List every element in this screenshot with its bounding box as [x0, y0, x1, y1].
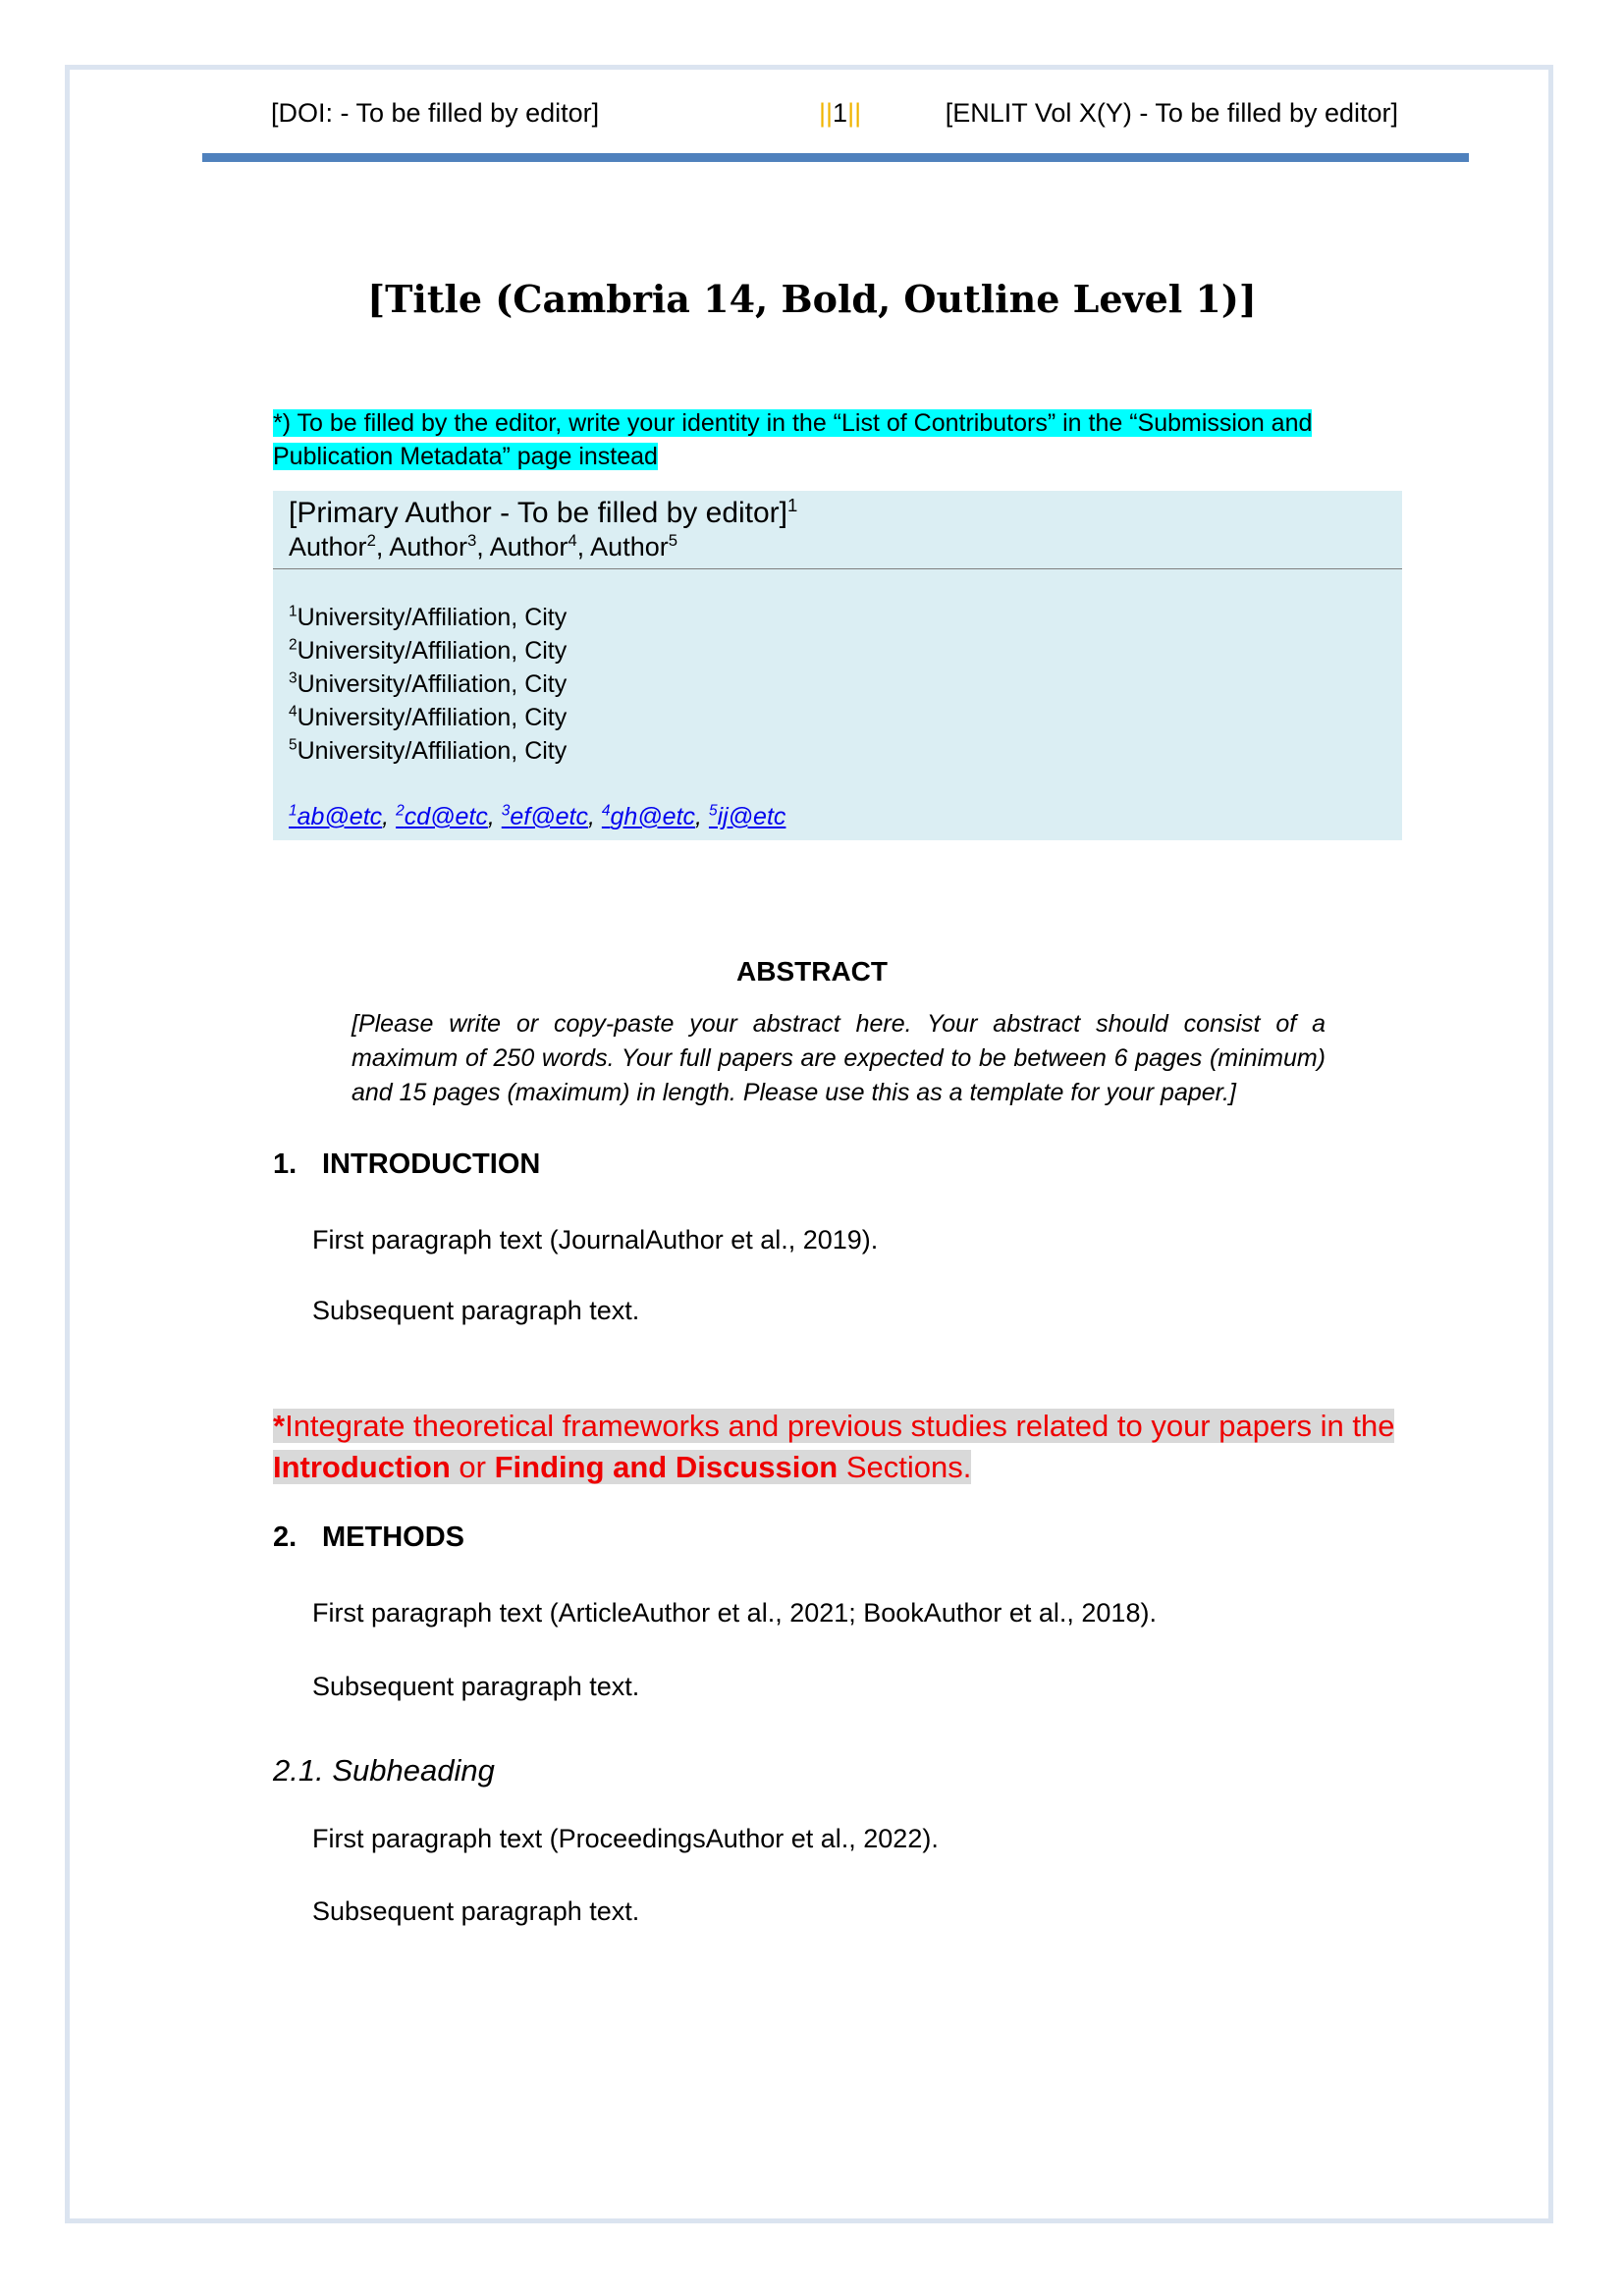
page-bar-right: || — [847, 98, 862, 128]
section-number: 1. — [273, 1148, 298, 1180]
email-link[interactable] — [709, 803, 785, 830]
notice-text: or — [450, 1450, 495, 1484]
primary-author — [289, 497, 797, 530]
paragraph: First paragraph text (JournalAuthor et al., 2019). — [312, 1225, 879, 1255]
section-title: INTRODUCTION — [322, 1148, 541, 1180]
paragraph: Subsequent paragraph text. — [312, 1296, 640, 1325]
abstract-text: [Please write or copy-paste your abstract here. Your abstract should consist of a maximum of 250 words. Your full papers are expected to be between 6 pages (minimum) and 15 pages (maximum) in length. Please use this as a template for your paper.] — [352, 1010, 1326, 1106]
author-divider — [273, 568, 1402, 569]
email-text: ef@etc — [510, 803, 588, 830]
affiliation-item — [289, 634, 567, 667]
email-sup: 4 — [601, 802, 611, 820]
header-rule — [202, 153, 1469, 162]
affiliation-text: University/Affiliation, City — [297, 604, 568, 631]
author-name: Author — [489, 532, 568, 561]
paragraph: Subsequent paragraph text. — [312, 1896, 640, 1926]
affiliation-item — [289, 601, 567, 634]
abstract-heading: ABSTRACT — [736, 956, 888, 987]
affiliation-sup: 2 — [289, 636, 298, 654]
author-name: Author — [389, 532, 467, 561]
page-border — [65, 65, 1553, 2223]
email-link[interactable] — [602, 803, 695, 830]
editor-note-text: *) To be filled by the editor, write your identity in the “List of Contributors” in the “Submission and Publication Metadata” page instead — [273, 409, 1313, 470]
affiliation-item — [289, 734, 567, 768]
author-box — [273, 491, 1402, 840]
notice-bold: Introduction — [273, 1450, 451, 1484]
author-sup: 3 — [466, 531, 477, 550]
notice-star: * — [273, 1409, 286, 1443]
page-number: 1 — [833, 98, 848, 128]
header-doi: [DOI: - To be filled by editor] — [271, 98, 600, 128]
email-link[interactable] — [396, 803, 488, 830]
email-sup: 2 — [396, 802, 405, 820]
email-text: gh@etc — [610, 803, 696, 830]
email-link[interactable] — [289, 803, 382, 830]
email-text: cd@etc — [404, 803, 488, 830]
editor-note — [273, 406, 1382, 473]
header-page-number — [819, 98, 861, 129]
email-sup: 3 — [501, 802, 511, 820]
section-number: 2. — [273, 1522, 298, 1553]
paragraph: First paragraph text (ArticleAuthor et al., 2021; BookAuthor et al., 2018). — [312, 1598, 1157, 1628]
email-text: ij@etc — [717, 803, 786, 830]
author-sup: 2 — [366, 531, 376, 550]
author-list: Author$^2$, Author$^3$, Author$^4$, Author$^5$ — [289, 531, 678, 561]
paper-title: [Title (Cambria 14, Bold, Outline Level 1)] — [367, 277, 1257, 321]
email-sup: 5 — [708, 802, 718, 820]
subheading: 2.1. Subheading — [273, 1753, 495, 1788]
affiliation-text: University/Affiliation, City — [297, 670, 568, 698]
page-bar-left: || — [819, 98, 834, 128]
affiliation-item — [289, 667, 567, 701]
affiliation-text: University/Affiliation, City — [297, 704, 568, 731]
primary-author-name: [Primary Author - To be filled by editor] — [289, 497, 788, 529]
paragraph: First paragraph text (ProceedingsAuthor et al., 2022). — [312, 1824, 939, 1853]
email-link[interactable] — [502, 803, 588, 830]
author-sup: 5 — [668, 531, 678, 550]
email-sup: 1 — [289, 802, 298, 820]
section-heading-methods — [273, 1522, 464, 1554]
author-name: Author — [289, 532, 367, 561]
affiliation-item — [289, 701, 567, 734]
paragraph: Subsequent paragraph text. — [312, 1672, 640, 1701]
notice-bold: Finding and Discussion — [494, 1450, 839, 1484]
notice-text: Integrate theoretical frameworks and previous studies related to your papers in the — [285, 1409, 1395, 1443]
affiliation-text: University/Affiliation, City — [297, 737, 568, 765]
email-text: ab@etc — [297, 803, 383, 830]
author-sup: 4 — [568, 531, 577, 550]
affiliation-list — [289, 601, 567, 768]
header-journal: [ENLIT Vol X(Y) - To be filled by editor] — [945, 98, 1398, 128]
email-list: $^1$ab@etc, $^2$cd@etc, $^3$ef@etc, $^4$gh@etc, $^5$ij@etc — [289, 802, 786, 830]
affiliation-sup: 4 — [289, 703, 298, 721]
notice-text: Sections. — [838, 1450, 972, 1484]
notice-highlight — [273, 1409, 1394, 1484]
affiliation-text: University/Affiliation, City — [297, 637, 568, 665]
author-name: Author — [590, 532, 669, 561]
affiliation-sup: 1 — [289, 603, 298, 620]
integration-notice — [273, 1406, 1402, 1488]
page-header — [202, 88, 1469, 137]
primary-author-sup: 1 — [787, 495, 798, 515]
section-heading-introduction — [273, 1148, 540, 1181]
affiliation-sup: 3 — [289, 669, 298, 687]
affiliation-sup: 5 — [289, 736, 298, 754]
section-title: METHODS — [322, 1522, 464, 1553]
